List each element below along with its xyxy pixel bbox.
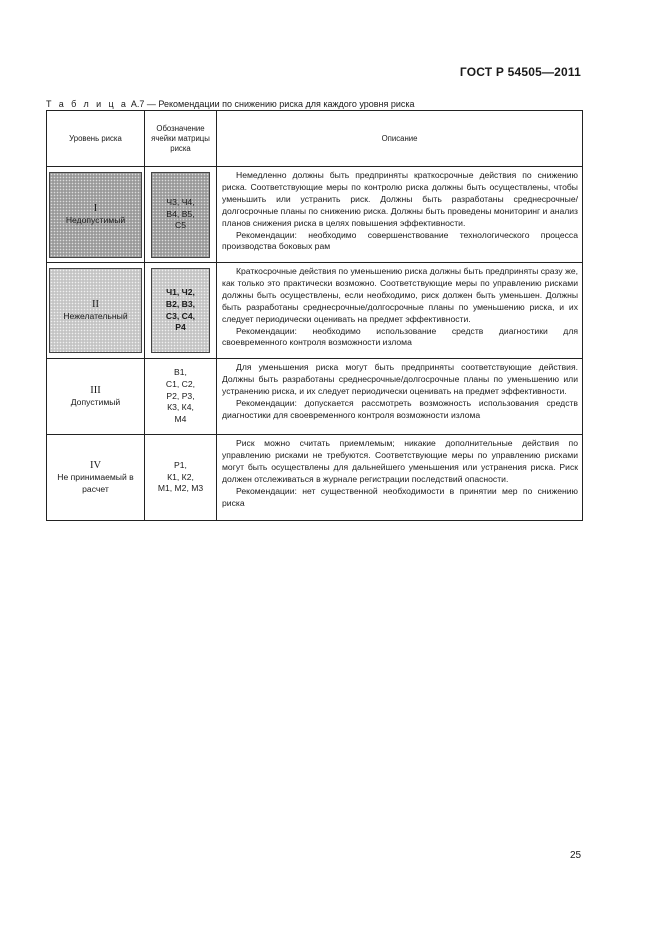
risk-level-cell — [47, 263, 145, 359]
table-row — [47, 263, 583, 359]
page-number: 25 — [570, 850, 582, 861]
risk-level-roman: I — [93, 203, 98, 215]
matrix-cell-codes-cell — [145, 435, 217, 521]
matrix-cell-codes: Ч1, Ч2, В2, В3, С3, С4, Р4 — [165, 286, 196, 333]
recommendation-paragraph: Рекомендации: необходимо совершенствование технологического процесса производства боковых рам — [222, 229, 578, 252]
matrix-cell-codes-cell — [145, 263, 217, 359]
table-row — [47, 167, 583, 263]
header-risk-level: Уровень риска — [47, 111, 145, 167]
risk-description — [217, 263, 583, 359]
matrix-cell-codes: В1, С1, С2, Р2, Р3, К3, К4, М4 — [165, 366, 196, 425]
risk-description — [217, 359, 583, 435]
header-description: Описание — [217, 111, 583, 167]
table-row — [47, 435, 583, 521]
header-matrix-cell: Обозначение ячейки матрицы риска — [145, 111, 217, 167]
risk-level-shaded-box — [49, 172, 142, 258]
description-paragraph: Краткосрочные действия по уменьшению риска должны быть предприняты сразу же, как только это практически возможно. Соответствующие меры по управлению рисками должны быть осуществлены, если необходимо, риск должен быть уменьшен. Должны быть разработаны среднесрочные/долгосрочные планы по уменьшению риска, и их следует периодически оценивать на предмет эффективности. — [222, 266, 578, 324]
risk-level-name: Недопустимый — [65, 215, 126, 226]
matrix-cell-codes: Ч3, Ч4, В4, В5, С5 — [166, 196, 195, 231]
risk-level-roman: IV — [89, 460, 102, 472]
caption-title: Рекомендации по снижению риска для каждого уровня риска — [158, 99, 415, 109]
table-caption — [46, 99, 415, 109]
caption-number: А.7 — — [130, 99, 156, 109]
risk-description — [217, 167, 583, 263]
risk-table — [46, 110, 583, 521]
risk-description — [217, 435, 583, 521]
document-code: ГОСТ Р 54505—2011 — [459, 65, 581, 79]
risk-level-cell — [47, 359, 145, 435]
description-paragraph: Риск можно считать приемлемым; никакие дополнительные действия по управлению рисками не требуются. Соответствующие меры по управлению рисками могут быть осуществлены для дальнейшего уменьшения или устранения риска. Риск должен отслеживаться в журнале регистрации последствий опасности. — [222, 438, 578, 484]
matrix-cell-codes: Р1, К1, К2, М1, М2, М3 — [157, 459, 204, 494]
description-paragraph: Немедленно должны быть предприняты краткосрочные действия по снижению риска. Соответствующие меры по контролю риска должны быть осуществлены, чтобы уменьшить или устранить риск. Должны быть разработаны среднесрочные/долгосрочные планы по снижению риска. Должны быть проведены мониторинг и анализ планов снижения риска в целях повышения эффективности. — [222, 170, 578, 228]
risk-level-name: Нежелательный — [63, 311, 128, 322]
table-row — [47, 359, 583, 435]
caption-prefix: Т а б л и ц а — [46, 99, 129, 109]
matrix-cell-codes-cell — [145, 359, 217, 435]
recommendation-paragraph: Рекомендации: допускается рассмотреть возможность использования средств диагностики для своевременного контроля возможности излома — [222, 397, 578, 420]
matrix-cell-shaded-box — [151, 268, 210, 353]
recommendation-paragraph: Рекомендации: необходимо использование средств диагностики для своевременного контроля возможности излома — [222, 325, 578, 348]
table-header-row — [47, 111, 583, 167]
description-paragraph: Для уменьшения риска могут быть предприняты соответствующие действия. Должны быть разработаны среднесрочные/долгосрочные планы по уменьшению или устранению риска, и их следует периодически оценивать на предмет эффективности. — [222, 362, 578, 396]
risk-level-cell — [47, 167, 145, 263]
risk-level-name: Не принимаемый в расчет — [57, 472, 134, 494]
risk-level-shaded-box — [49, 268, 142, 353]
risk-level-roman: II — [92, 299, 99, 311]
risk-level-name: Допустимый — [70, 397, 121, 408]
recommendation-paragraph: Рекомендации: нет существенной необходимости в принятии мер по снижению риска — [222, 485, 578, 508]
risk-level-cell — [47, 435, 145, 521]
matrix-cell-codes-cell — [145, 167, 217, 263]
risk-level-roman: III — [90, 385, 101, 397]
matrix-cell-shaded-box — [151, 172, 210, 258]
